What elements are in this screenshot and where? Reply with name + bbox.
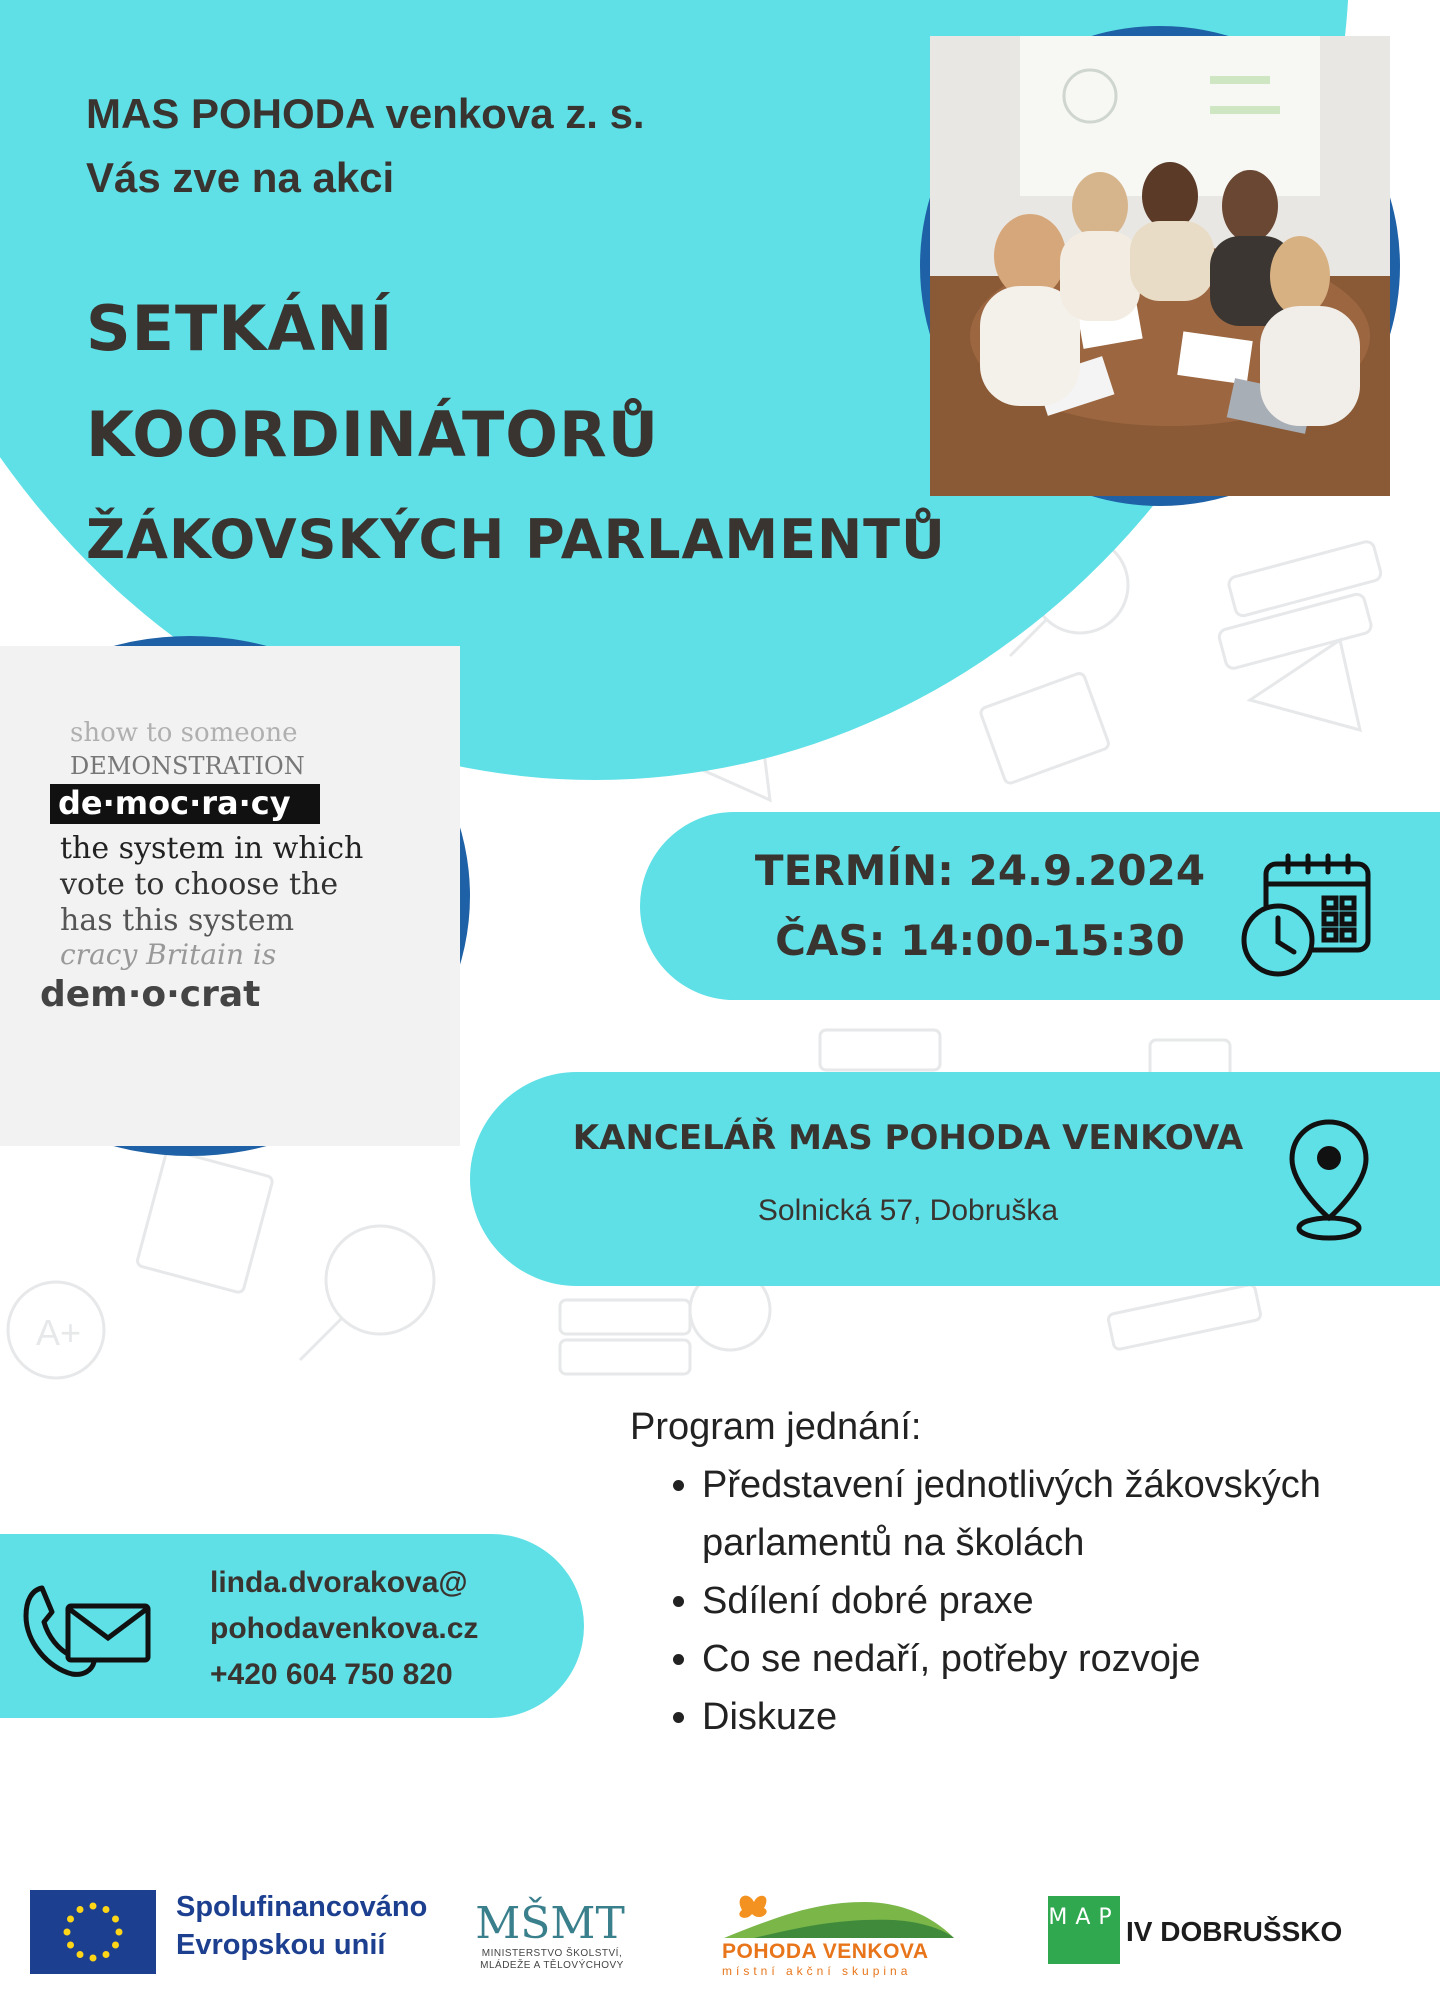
dictionary-photo <box>0 636 470 1156</box>
msmt-logo <box>475 1886 625 1949</box>
program-item: • Sdílení dobré praxe <box>702 1572 1342 1630</box>
eu-flag-icon <box>30 1890 156 1974</box>
dict-line-4: the system in which <box>60 831 364 866</box>
venue-address: Solnická 57, Dobruška <box>757 1194 1059 1227</box>
eu-line1: Spolufinancováno <box>176 1891 428 1923</box>
contact-email-line1[interactable]: linda.dvorakova@ <box>210 1566 468 1599</box>
dict-line-3: de·moc·ra·cy <box>58 784 291 822</box>
map-mark: MAP <box>1048 1905 1120 1930</box>
event-date: TERMÍN: 24.9.2024 <box>754 846 1206 895</box>
eu-line2: Evropskou unií <box>176 1929 386 1961</box>
msmt-label: MINISTERSTVO ŠKOLSTVÍ, MLÁDEŽE A TĚLOVÝCHOVY <box>480 1948 624 1971</box>
dict-line-1: show to someone <box>70 718 298 748</box>
program-block <box>630 1398 1342 1746</box>
contact-info <box>210 1560 478 1698</box>
program-item: • Diskuze <box>702 1688 1342 1746</box>
pohoda-name: POHODA VENKOVA <box>722 1940 929 1963</box>
program-list <box>630 1456 1342 1746</box>
contact-email-line2[interactable]: pohodavenkova.cz <box>210 1612 479 1645</box>
pohoda-venkova-logo <box>724 1888 954 1940</box>
meeting-photo <box>920 26 1400 506</box>
msmt-mark: MŠMT <box>475 1898 625 1949</box>
eu-cofunding-label <box>176 1888 427 1964</box>
map-logo <box>1048 1896 1120 1964</box>
dict-line-6: has this system <box>60 903 295 938</box>
program-item: • Představení jednotlivých žákovských parlamentů na školách <box>702 1456 1342 1572</box>
location-pin-icon <box>1286 1116 1372 1244</box>
contact-phone[interactable]: +420 604 750 820 <box>210 1658 453 1691</box>
map-label: IV DOBRUŠSKO <box>1126 1916 1343 1947</box>
dict-line-2: DEMONSTRATION <box>70 752 305 780</box>
program-item: • Co se nedaří, potřeby rozvoje <box>702 1630 1342 1688</box>
dict-line-7: cracy Britain is <box>60 938 277 971</box>
event-title-line3: ŽÁKOVSKÝCH PARLAMENTŮ <box>86 508 946 571</box>
event-time: ČAS: 14:00-15:30 <box>775 916 1185 965</box>
dict-line-5: vote to choose the <box>60 867 339 902</box>
dict-line-8: dem·o·crat <box>40 974 261 1015</box>
program-heading: Program jednání: <box>630 1406 922 1448</box>
calendar-clock-icon <box>1238 852 1374 980</box>
phone-mail-icon <box>18 1580 154 1680</box>
pohoda-subtitle: místní akční skupina <box>722 1964 912 1978</box>
event-title-line1: SETKÁNÍ <box>86 292 394 365</box>
event-title-line2: KOORDINÁTORŮ <box>86 398 660 471</box>
organizer-name: MAS POHODA venkova z. s. <box>86 90 645 137</box>
svg-text:A+: A+ <box>36 1312 82 1353</box>
venue-name: KANCELÁŘ MAS POHODA VENKOVA <box>572 1118 1244 1158</box>
invite-line: Vás zve na akci <box>86 154 395 201</box>
organizer-block <box>86 82 645 210</box>
